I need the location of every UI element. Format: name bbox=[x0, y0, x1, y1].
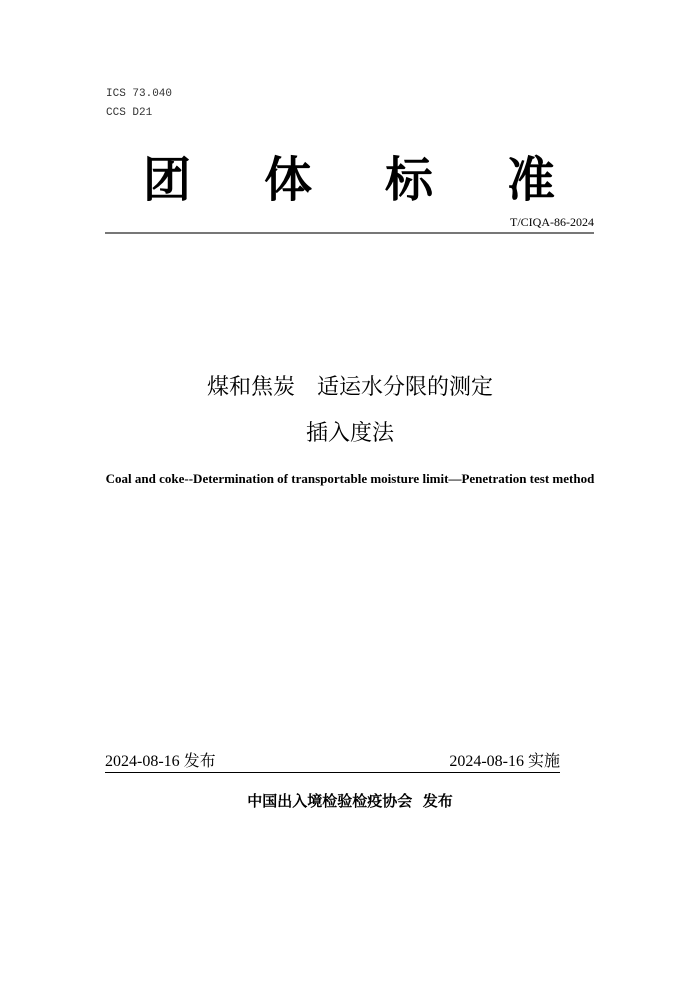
title-cn-line2: 插入度法 bbox=[305, 421, 394, 446]
issue-date: 2024-08-16 发布 bbox=[105, 753, 216, 770]
ccs-code: CCS D21 bbox=[106, 107, 153, 119]
title-cn-part1: 煤和焦炭 bbox=[206, 375, 295, 400]
title-cn-part2: 适运水分限的测定 bbox=[317, 375, 494, 400]
title-en: Coal and coke--Determination of transportable moisture limit—Penetration test method bbox=[105, 471, 595, 486]
doc-type-char: 标 bbox=[385, 152, 434, 208]
standard-number: T/CIQA-86-2024 bbox=[510, 215, 594, 229]
header-divider bbox=[105, 232, 594, 234]
dates-row bbox=[105, 752, 560, 773]
ics-code: ICS 73.040 bbox=[106, 88, 173, 100]
doc-type-char: 体 bbox=[264, 152, 313, 208]
doc-type-char: 团 bbox=[143, 152, 192, 208]
title-cn-line1 bbox=[0, 370, 700, 401]
publisher: 中国出入境检验检疫协会 发布 bbox=[247, 792, 453, 810]
implement-date: 2024-08-16 实施 bbox=[449, 753, 560, 770]
doc-type-char: 准 bbox=[507, 152, 556, 208]
